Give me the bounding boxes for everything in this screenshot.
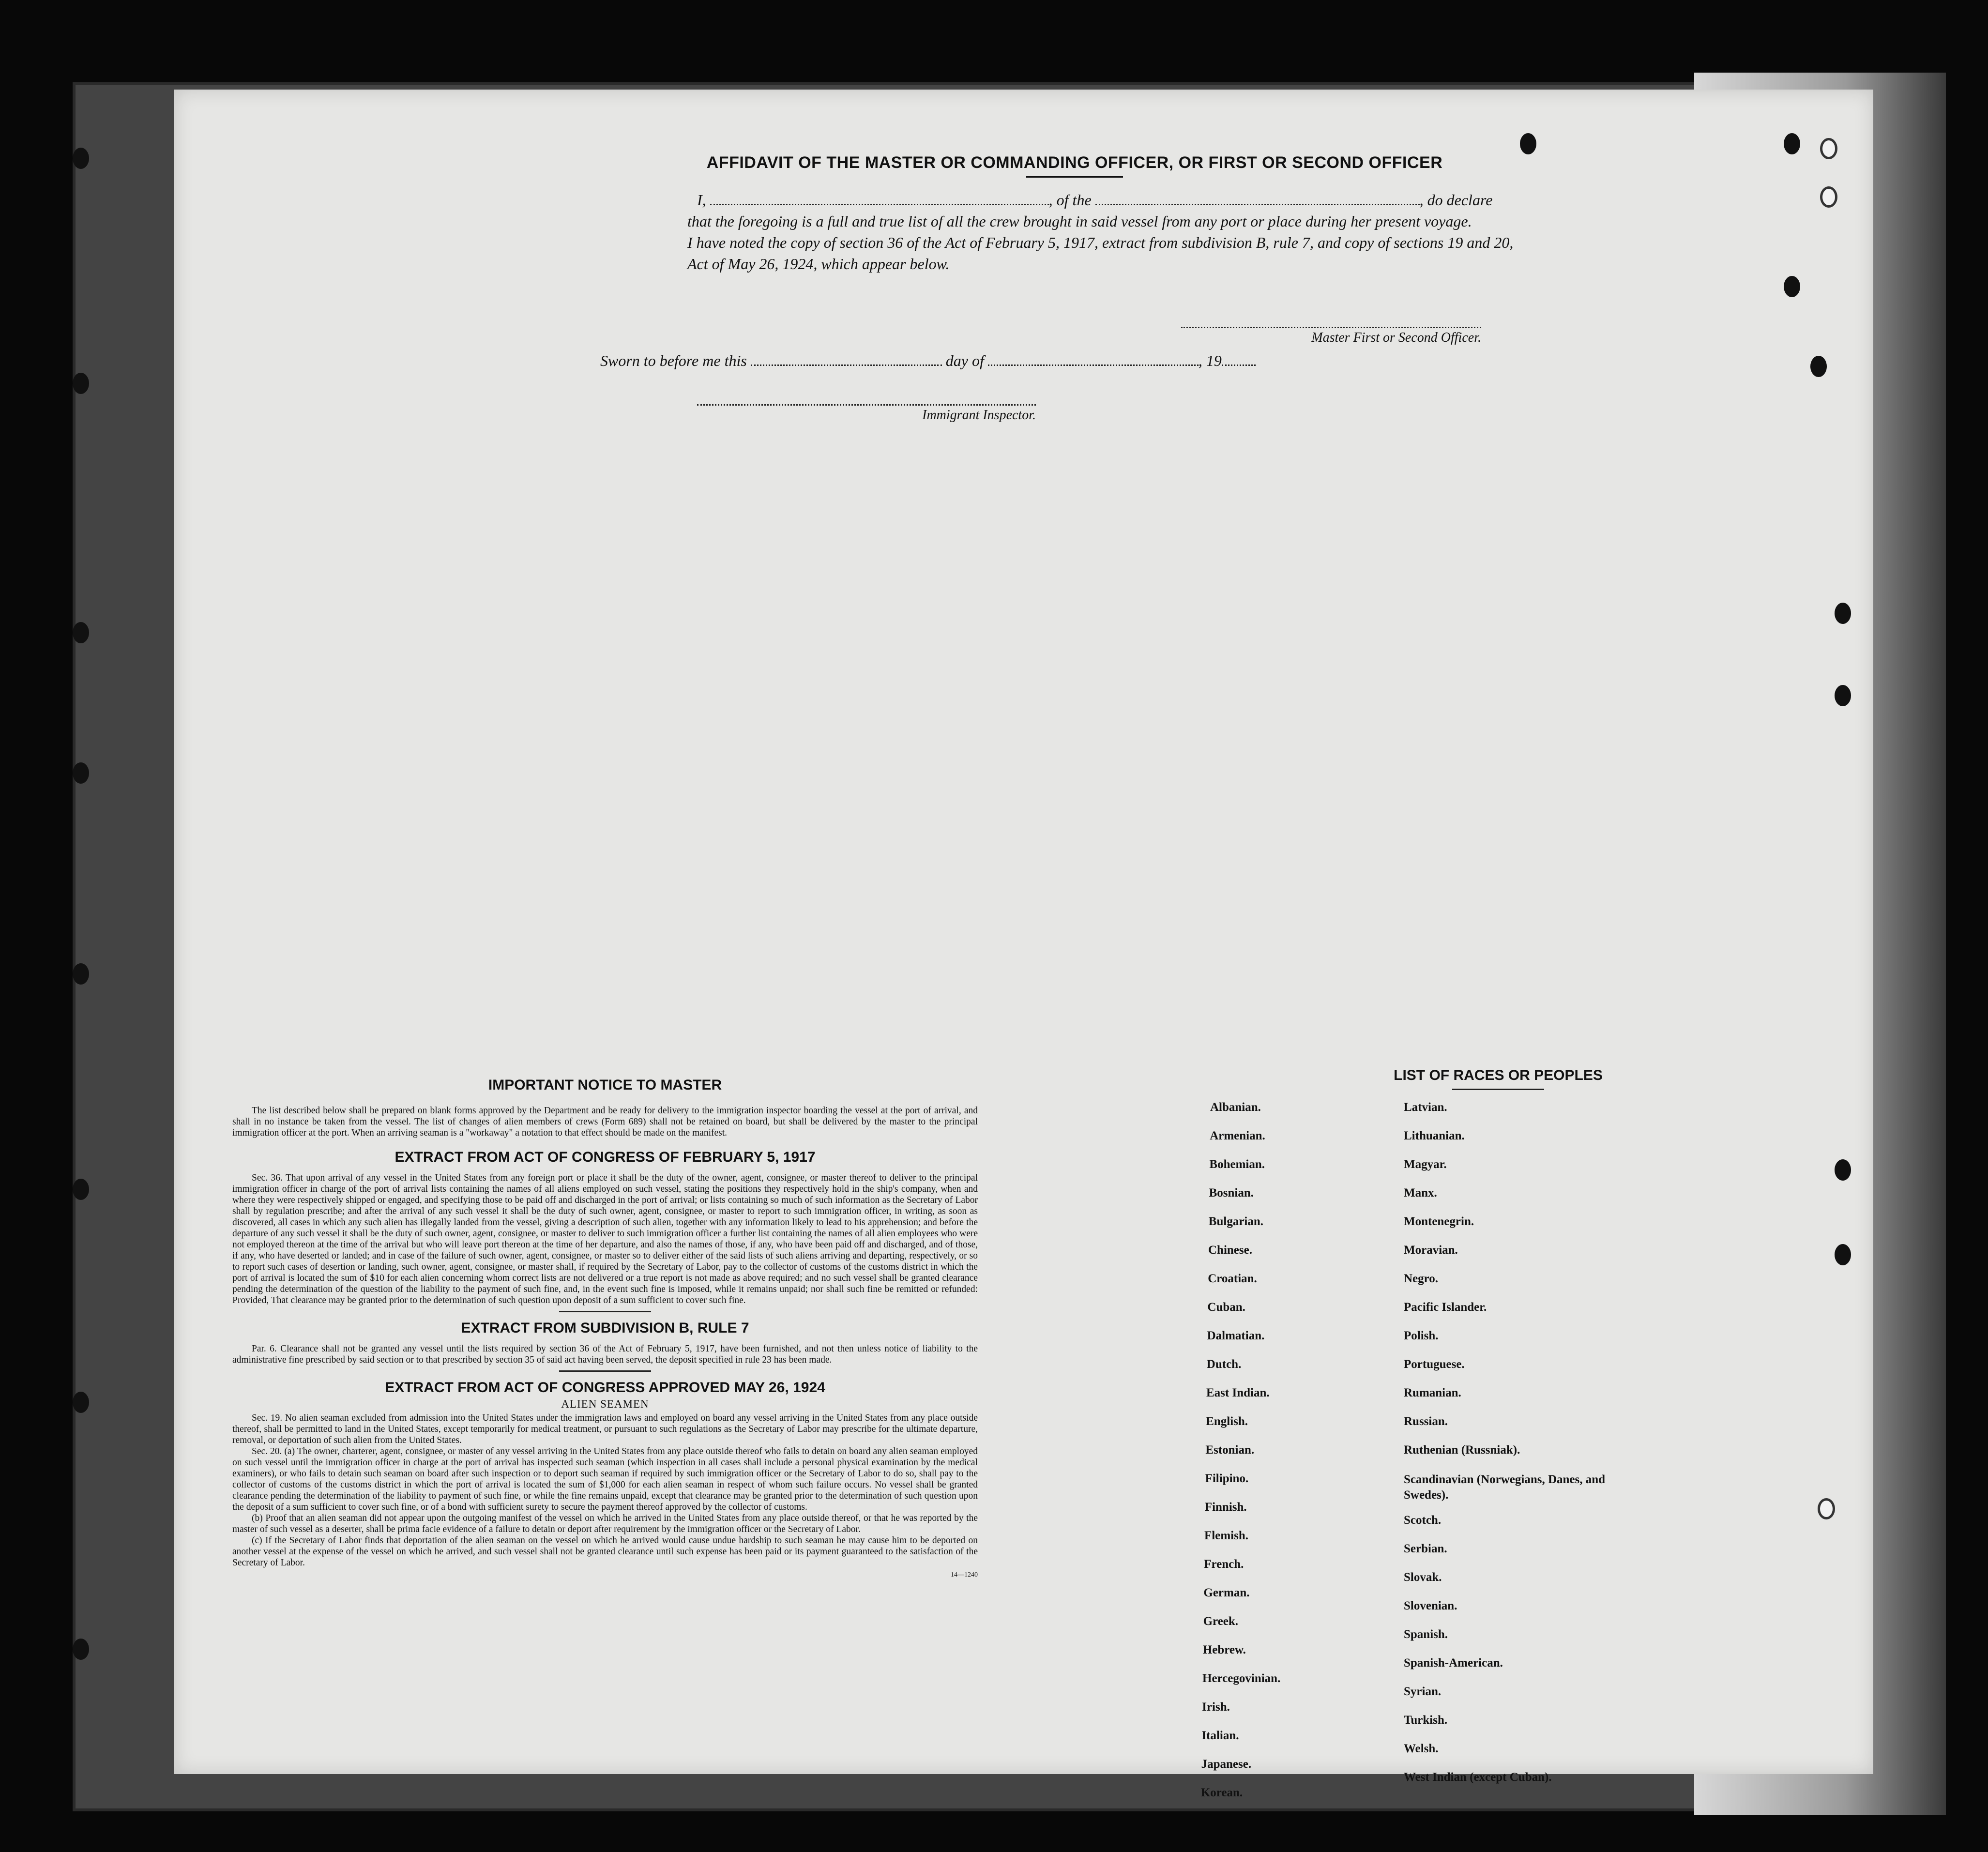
race-item: Syrian. <box>1404 1685 1442 1698</box>
race-item: Scandinavian (Norwegians, Danes, and Swedes). <box>1404 1473 1606 1502</box>
binder-hole <box>73 1392 89 1413</box>
master-signature: Master First or Second Officer. <box>1181 327 1481 346</box>
binder-hole <box>1835 603 1851 624</box>
inspector-signature-line <box>697 404 1036 406</box>
binder-hole <box>1818 1498 1835 1519</box>
race-item: Welsh. <box>1404 1742 1439 1755</box>
section-rule <box>559 1370 651 1372</box>
binder-hole <box>73 373 89 394</box>
master-signature-line <box>1181 327 1481 328</box>
declaration-line <box>687 189 1493 211</box>
section-rule <box>559 1311 651 1312</box>
race-item: Italian. <box>1201 1729 1239 1742</box>
race-item: Russian. <box>1404 1415 1448 1428</box>
race-item: Turkish. <box>1404 1713 1448 1727</box>
declaration-text: I have noted the copy of section 36 of the Act of February 5, 1917, extract from subdivision B, rule 7, and copy of sections 19 and 20, <box>687 234 1514 251</box>
binder-hole <box>1820 138 1837 159</box>
race-item: Magyar. <box>1404 1158 1447 1171</box>
title-rule <box>1026 176 1123 178</box>
race-item: Portuguese. <box>1404 1358 1465 1371</box>
race-item: Flemish. <box>1204 1529 1248 1542</box>
vessel-name-blank <box>1095 191 1420 205</box>
extract-1924-title: EXTRACT FROM ACT OF CONGRESS APPROVED MAY 26, 1924 <box>385 1380 825 1396</box>
race-item: Montenegrin. <box>1404 1215 1474 1228</box>
race-item: Moravian. <box>1404 1244 1458 1257</box>
declarant-name-blank <box>710 191 1049 205</box>
affidavit-title: AFFIDAVIT OF THE MASTER OR COMMANDING OFFICER, OR FIRST OR SECOND OFFICER <box>706 153 1443 172</box>
extract-1917-title: EXTRACT FROM ACT OF CONGRESS OF FEBRUARY 5, 1917 <box>395 1149 816 1165</box>
race-item: Manx. <box>1404 1186 1437 1199</box>
binder-hole <box>1784 133 1800 154</box>
binder-hole <box>1784 276 1800 297</box>
race-item: Albanian. <box>1210 1101 1261 1114</box>
sworn-day-blank <box>751 352 942 366</box>
rule7-text: Par. 6. Clearance shall not be granted any vessel until the lists required by section 36 of the Act of February 5, 1917, have been furnished, and not then unless notice of liability to the administrative fine prescribed by said section or to that prescribed by section 35 of said act having been served, the deposit specified in rule 23 has been made. <box>232 1344 978 1365</box>
declare-suffix: , do declare <box>1419 191 1493 209</box>
race-item: Hercegovinian. <box>1202 1672 1281 1685</box>
sec20b-text: (b) Proof that an alien seaman did not appear upon the outgoing manifest of the vessel on which he arrived in the United States from any place outside thereof, or that he was reported by the master of such vessel as a deserter, shall be prima facie evidence of a failure to detain or deport after requirement by the immigration officer or the Secretary of Labor. <box>232 1513 978 1534</box>
declaration-text: Act of May 26, 1924, which appear below. <box>687 255 950 273</box>
race-item: Greek. <box>1203 1615 1239 1628</box>
race-item: Armenian. <box>1210 1129 1265 1142</box>
races-rule <box>1452 1089 1544 1090</box>
race-item: Irish. <box>1202 1700 1230 1714</box>
race-item: Bulgarian. <box>1208 1215 1264 1228</box>
race-item: Slovak. <box>1404 1570 1442 1584</box>
binder-hole <box>1835 1159 1851 1181</box>
race-item: Serbian. <box>1404 1542 1447 1555</box>
rule7-title: EXTRACT FROM SUBDIVISION B, RULE 7 <box>461 1320 749 1336</box>
race-item: Latvian. <box>1404 1101 1447 1114</box>
sworn-year-blank <box>1222 352 1256 366</box>
race-item: Negro. <box>1404 1272 1439 1285</box>
race-item: Bosnian. <box>1209 1186 1254 1199</box>
affidavit-section <box>687 153 1514 274</box>
race-item: Ruthenian (Russniak). <box>1404 1443 1520 1457</box>
race-item: Finnish. <box>1204 1501 1247 1514</box>
race-item: Chinese. <box>1208 1244 1252 1257</box>
binder-hole <box>73 762 89 784</box>
binder-hole <box>73 148 89 169</box>
binder-hole <box>1820 186 1837 208</box>
race-item: Slovenian. <box>1404 1599 1457 1612</box>
race-item: Polish. <box>1404 1329 1439 1342</box>
vessel-prefix: , of the <box>1048 191 1092 209</box>
race-item: English. <box>1206 1415 1248 1428</box>
sworn-line: Sworn to before me this day of , 19 <box>600 350 1256 371</box>
race-item: Bohemian. <box>1209 1158 1265 1171</box>
race-item: Scotch. <box>1404 1513 1442 1527</box>
binder-hole <box>1835 685 1851 706</box>
binder-hole <box>73 1639 89 1660</box>
declaration-text: that the foregoing is a full and true list of all the crew brought in said vessel from any port or place during her present voyage. <box>687 213 1472 230</box>
race-item: Cuban. <box>1207 1301 1245 1314</box>
race-item: Japanese. <box>1201 1758 1252 1771</box>
race-item: Croatian. <box>1208 1272 1257 1285</box>
race-item: West Indian (except Cuban). <box>1404 1770 1552 1784</box>
race-item: Estonian. <box>1205 1443 1255 1457</box>
race-item: Filipino. <box>1205 1472 1249 1485</box>
race-item: Dalmatian. <box>1207 1329 1265 1342</box>
notice-text: The list described below shall be prepared on blank forms approved by the Department and be ready for delivery to the immigration inspector boarding the vessel at the port of arrival, and shall in no instance be taken from the vessel. The list of changes of alien members of crews (Form 689) shall not be retained on board, but shall be delivered by the master to the principal immigration officer at the port. When an arriving seaman is a "workaway" a notation to that effect should be made on the manifest. <box>232 1106 978 1138</box>
sec20a-text: Sec. 20. (a) The owner, charterer, agent, consignee, or master of any vessel arriving in the United States from any place outside thereof who fails to detain on board any alien seaman employed on such vessel until the immigration officer in charge at the port of arrival has inspected such seaman (which inspection in all cases shall include a personal physical examination by the medical examiners), or who fails to detain such seaman on board after such inspection or to deport such seaman if required by such immigration officer or the Secretary of Labor to do so, shall pay to the collector of customs of the customs district in which the port of arrival is located the sum of $1,000 for each alien seaman in respect of whom such failure occurs. No vessel shall be granted clearance pending the determination of the liability to payment of such fine, or while the fine remains unpaid, except that clearance may be granted prior to the determination of such question upon the deposit of a sum sufficient to cover such fine, or of a bond with sufficient surety to secure the payment thereof approved by the collector of customs. <box>232 1446 978 1512</box>
legal-notices <box>232 1077 978 1579</box>
race-item: East Indian. <box>1206 1386 1270 1399</box>
race-item: Pacific Islander. <box>1404 1301 1487 1314</box>
race-item: French. <box>1204 1558 1244 1571</box>
race-item: Rumanian. <box>1404 1386 1461 1399</box>
notice-title: IMPORTANT NOTICE TO MASTER <box>488 1077 722 1093</box>
manifest-page <box>174 90 1873 1799</box>
binder-hole <box>73 622 89 643</box>
races-grid <box>1196 1101 1801 1841</box>
inspector-signature: Immigrant Inspector. <box>697 404 1036 423</box>
extract-1917-text: Sec. 36. That upon arrival of any vessel in the United States from any foreign port or place it shall be the duty of the owner, agent, consignee, or master thereof to deliver to the principal immigration officer in charge of the port of arrival lists containing the names of all aliens employed on such vessel, stating the positions they respectively hold in the ship's company, when and where they were respectively shipped or engaged, and specifying those to be paid off and discharged in the port of arrival; or lists containing so much of such information as the Secretary of Labor shall by regulation prescribe; and after the arrival of any such vessel it shall be the duty of such owner, agent, consignee, or master to report to such immigration officer, in writing, as soon as discovered, all cases in which any such alien has illegally landed from the vessel, giving a description of such alien, together with any information likely to lead to his apprehension; and before the departure of any such vessel it shall be the duty of such owner, agent, consignee, or master to deliver to such immigration officer a further list containing the names of all alien employees who were not employed thereon at the time of the arrival but who will leave port thereon at the time of her departure, and also the names of those, if any, who have been paid off and discharged, and of those, if any, who have deserted or landed; and in case of the failure of such owner, agent, consignee, or master so to deliver either of the said lists of such aliens arriving and departing, respectively, or so to report such cases of desertion or landing, such owner, agent, consignee, or master shall, if required by the Secretary of Labor, pay to the collector of customs of the customs district in which the port of arrival is located the sum of $10 for each alien concerning whom correct lists are not delivered or a true report is not made as above required; and no such vessel shall be granted clearance pending the determination of the question of the liability to the payment of such fine, and, in the event such fine is imposed, while it remains unpaid; nor shall such fine be remitted or refunded: Provided, That clearance may be granted prior to the determination of such question upon deposit of a sum sufficient to cover such fine. <box>232 1173 978 1306</box>
sec19-text: Sec. 19. No alien seaman excluded from admission into the United States under the immigration laws and employed on board any vessel arriving in the United States from any place outside thereof, shall be permitted to land in the United States, except temporarily for medical treatment, or pursuant to such regulations as the Secretary of Labor may prescribe for the ultimate departure, removal, or deportation of such alien from the United States. <box>232 1413 978 1445</box>
race-item: German. <box>1203 1586 1250 1599</box>
binder-hole <box>1810 356 1827 377</box>
binder-hole <box>73 963 89 985</box>
race-item: Spanish-American. <box>1404 1656 1503 1670</box>
races-section <box>1196 1067 1801 1841</box>
binder-hole <box>1835 1244 1851 1265</box>
declarant-prefix: I, <box>697 191 706 209</box>
race-item: Lithuanian. <box>1404 1129 1465 1142</box>
race-item: Spanish. <box>1404 1627 1448 1641</box>
race-item: Hebrew. <box>1202 1643 1246 1656</box>
binder-hole <box>1520 133 1536 154</box>
races-title: LIST OF RACES OR PEOPLES <box>1394 1067 1603 1083</box>
sec20c-text: (c) If the Secretary of Labor finds that deportation of the alien seaman on the vessel on which he arrived would cause undue hardship to such seaman he may cause him to be deported on another vessel at the expense of the vessel on which he arrived, and such vessel shall not be granted clearance until such expense has been paid or its payment guaranteed to the satisfaction of the Secretary of Labor. <box>232 1535 978 1568</box>
race-item: Korean. <box>1200 1786 1243 1799</box>
sworn-month-blank <box>988 352 1199 366</box>
form-number: 14—1240 <box>951 1571 978 1579</box>
race-item: Dutch. <box>1206 1358 1242 1371</box>
alien-seamen-subtitle: ALIEN SEAMEN <box>561 1398 649 1410</box>
binder-hole <box>73 1179 89 1200</box>
